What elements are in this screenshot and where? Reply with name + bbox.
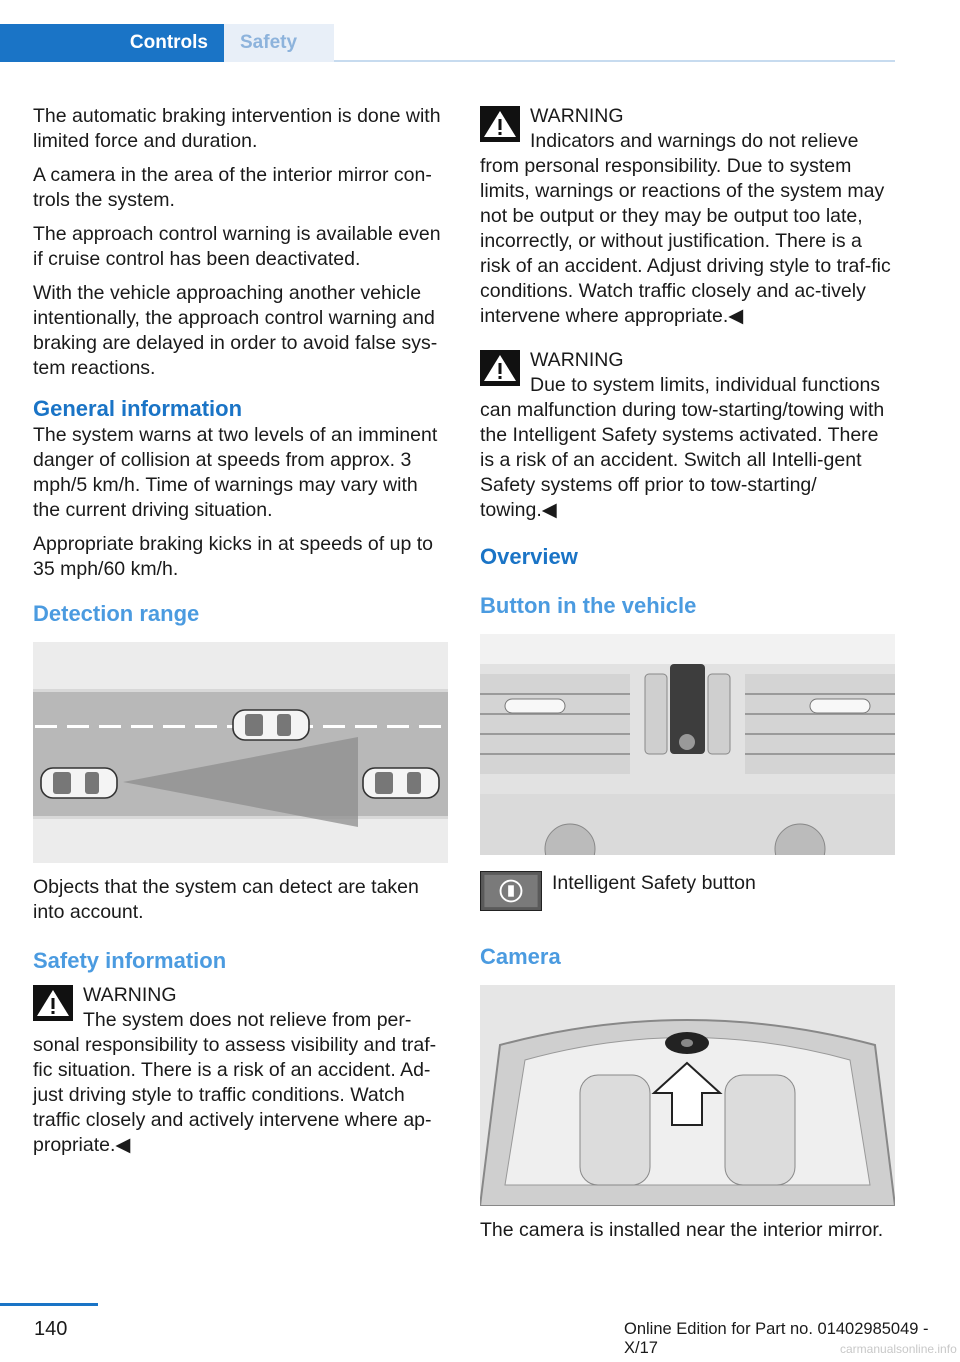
warning-text: from personal responsibility. Due to system limits, warnings or reactions of the system may not be output or they may be output too late, incorrectly, or without justification. There is a risk of an accident. Adjust driving style to traf‐fic conditions. Watch traffic closely and ac‐tively intervene where appropriate.◀ [480,155,891,327]
car-icon [233,710,309,740]
heading-overview: Overview [480,544,578,569]
intelligent-safety-button-icon [480,871,542,911]
warning-title: WARNING [83,984,177,1006]
footer-divider [0,1303,98,1306]
warning-triangle-icon [480,106,520,142]
button-legend [480,871,896,913]
page-header [0,0,895,62]
car-icon [41,768,117,798]
warning-block [480,104,896,329]
figure-caption: The camera is installed near the interior mirror. [480,1219,884,1241]
heading-button-in-vehicle: Button in the vehicle [480,593,697,618]
dashboard-button-illustration [480,634,895,855]
button-label: Intelligent Safety button [552,872,756,894]
warning-text: sonal responsibility to assess visibility and traf‐fic situation. There is a risk of an accident. Ad‐just driving style to traffic conditions. Watch traffic closely and actively intervene where ap‐propriate.◀ [33,1034,437,1156]
detection-range-illustration [33,642,448,863]
camera-illustration [480,985,895,1206]
watermark: carmanualsonline.info [840,1342,957,1356]
warning-triangle-icon [33,985,73,1021]
warning-title: WARNING [530,349,624,371]
header-divider [334,60,895,62]
warning-text: Due to system limits, individual functions [530,374,881,396]
page-number: 140 [34,1318,68,1340]
paragraph: A camera in the area of the interior mirror con‐trols the system. [33,164,432,211]
warning-block [33,983,448,1158]
tab-safety[interactable]: Safety [224,24,334,62]
left-column [33,104,448,1168]
right-column [480,104,896,1252]
figure-caption: Objects that the system can detect are taken into account. [33,876,419,923]
warning-triangle-icon [480,350,520,386]
paragraph: With the vehicle approaching another vehicle intentionally, the approach control warning and braking are delayed in order to avoid false sys‐tem reactions. [33,282,438,379]
heading-safety-information: Safety information [33,948,227,973]
warning-text: can malfunction during tow-starting/towing with the Intelligent Safety systems activated. There is a risk of an accident. Switch all Intelli‐gent Safety systems off prior to tow-starting/ towing.◀ [480,399,885,521]
warning-title: WARNING [530,105,624,127]
heading-general-information: General information [33,396,243,421]
paragraph: The system warns at two levels of an imminent danger of collision at speeds from approx. 3 mph/5 km/h. Time of warnings may vary with the current driving situation. [33,424,438,521]
warning-text: Indicators and warnings do not relieve [530,130,859,152]
heading-detection-range: Detection range [33,601,200,626]
paragraph: The automatic braking intervention is done with limited force and duration. [33,105,441,152]
warning-text: The system does not relieve from per‐ [83,1009,412,1031]
edition-info: Online Edition for Part no. 01402985049 - X/17 [624,1320,929,1357]
car-icon [363,768,439,798]
heading-camera: Camera [480,944,561,969]
paragraph: Appropriate braking kicks in at speeds of up to 35 mph/60 km/h. [33,533,433,580]
warning-block [480,348,896,523]
paragraph: The approach control warning is available even if cruise control has been deactivated. [33,223,441,270]
tab-controls[interactable]: Controls [0,24,224,62]
